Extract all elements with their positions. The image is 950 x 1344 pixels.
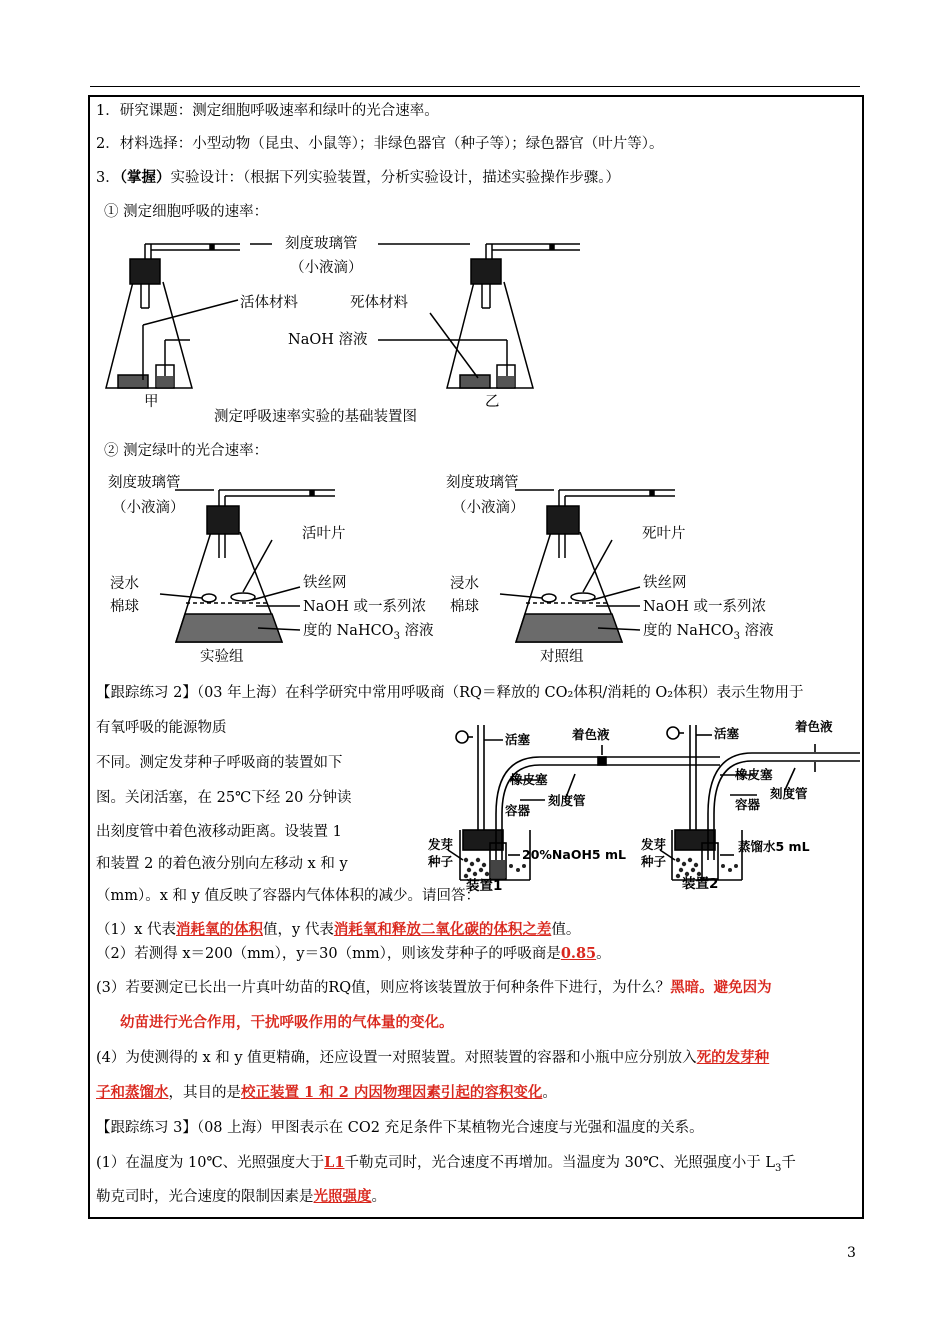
fig1-caption: 测定呼吸速率实验的基础装置图 (214, 409, 417, 425)
page-number: 3 (847, 1245, 856, 1261)
q2-heading: 【跟踪练习 2】（03 年上海）在科学研究中常用呼吸商（RQ＝释放的 CO₂体积/消耗的 O₂体积）表示生物用于 (96, 685, 804, 701)
line-photosynthesis-rate: ② 测定绿叶的光合速率： (104, 443, 269, 459)
fig2-dead-leaf: 死叶片 (642, 526, 686, 542)
q2-answer-3: (3）若要测定已长出一片真叶幼苗的RQ值，则应将该装置放于何种条件下进行，为什么？黑暗。避免因为 (96, 979, 772, 996)
fig3-seed-1b: 种子 (428, 854, 454, 869)
fig3-stopcock-1: 活塞 (505, 732, 531, 747)
fig3-scale-2: 刻度管 (770, 786, 808, 801)
fig3-device-2: 装置2 (682, 876, 719, 892)
fig2-tube-label-2: 刻度玻璃管 (446, 475, 519, 491)
fig2-soak-2a: 浸水 (450, 576, 479, 592)
q2-answer-1: （1）x 代表消耗氧的体积值，y 代表消耗氧和释放二氧化碳的体积之差值。 (96, 921, 581, 938)
fig3-rubber-1: 橡皮塞 (510, 772, 548, 787)
fig1-drop-label: （小液滴） (290, 260, 363, 276)
fig2-soak-1a: 浸水 (110, 576, 139, 592)
q2-answer-3-cont: 幼苗进行光合作用，干扰呼吸作用的气体量的变化。 (120, 1014, 454, 1031)
fig3-naoh: 20%NaOH5 mL (522, 847, 626, 862)
fig3-scale-1: 刻度管 (548, 793, 586, 808)
fig3-dye-2: 着色液 (795, 719, 833, 734)
fig2-soak-2b: 棉球 (450, 599, 479, 615)
q3-heading: 【跟踪练习 3】（08 上海）甲图表示在 CO2 充足条件下某植物光合速度与光强和温度的关系。 (96, 1120, 704, 1136)
fig2-drop-label-1: （小液滴） (112, 500, 185, 516)
fig3-seed-2a: 发芽 (641, 837, 667, 852)
q2-answer-2: （2）若测得 x＝200（mm），y＝30（mm），则该发芽种子的呼吸商是0.85。 (96, 945, 611, 962)
fig2-control-group: 对照组 (540, 649, 584, 665)
fig1-jia: 甲 (144, 394, 159, 410)
fig2-drop-label-2: （小液滴） (452, 500, 525, 516)
q2-para-5: 和装置 2 的着色液分别向左移动 x 和 y (96, 856, 348, 872)
fig2-solution-1b: 度的 NaHCO$_3$ 溶液 (303, 623, 434, 642)
q2-para-4: 出刻度管中着色液移动距离。设装置 1 (96, 824, 342, 840)
q2-para-1: 有氧呼吸的能源物质 (96, 720, 227, 736)
q2-para-2: 不同。测定发芽种子呼吸商的装置如下 (96, 755, 343, 771)
q3-answer-1: (1）在温度为 10℃、光照强度大于L1千勒克司时，光合速度不再增加。当温度为 30℃、光照强度小于 $L_3$千 (96, 1154, 796, 1174)
q2-answer-4-cont: 子和蒸馏水，其目的是校正装置 1 和 2 内因物理因素引起的容积变化。 (96, 1084, 557, 1101)
fig3-stopcock-2: 活塞 (714, 726, 740, 741)
fig1-tube-label: 刻度玻璃管 (285, 236, 358, 252)
fig2-live-leaf: 活叶片 (302, 526, 346, 542)
line-research-topic: 1．研究课题：测定细胞呼吸速率和绿叶的光合速率。 (96, 103, 439, 119)
fig3-seed-2b: 种子 (641, 854, 667, 869)
line-materials: 2．材料选择：小型动物（昆虫、小鼠等）；非绿色器官（种子等）；绿色器官（叶片等）。 (96, 136, 664, 152)
q2-answer-4: (4）为使测得的 x 和 y 值更精确，还应设置一对照装置。对照装置的容器和小瓶中应分别放入死的发芽种 (96, 1049, 770, 1066)
fig3-vessel-2: 容器 (735, 797, 761, 812)
line-respiration-rate: ① 测定细胞呼吸的速率： (104, 204, 269, 220)
fig2-solution-2b: 度的 NaHCO$_3$ 溶液 (643, 623, 774, 642)
fig3-seed-1a: 发芽 (428, 837, 454, 852)
line-design: 3．（掌握）实验设计：（根据下列实验装置，分析实验设计，描述实验操作步骤。） (96, 169, 620, 186)
fig3-device-1: 装置1 (466, 878, 503, 894)
fig3-rubber-2: 橡皮塞 (735, 767, 773, 782)
fig2-tube-label-1: 刻度玻璃管 (108, 475, 181, 491)
fig1-yi: 乙 (485, 394, 500, 410)
fig1-dead-material: 死体材料 (350, 295, 408, 311)
fig2-experimental-group: 实验组 (200, 649, 244, 665)
fig2-wire-2: 铁丝网 (643, 575, 687, 591)
q2-para-3: 图。关闭活塞，在 25℃下经 20 分钟读 (96, 790, 352, 806)
fig1-naoh-label: NaOH 溶液 (288, 332, 368, 348)
fig1-live-material: 活体材料 (240, 295, 298, 311)
fig3-vessel-1: 容器 (505, 803, 531, 818)
fig2-solution-2a: NaOH 或一系列浓 (643, 599, 766, 615)
q3-answer-1-cont: 勒克司时，光合速度的限制因素是光照强度。 (96, 1188, 386, 1205)
fig3-water: 蒸馏水5 mL (738, 839, 810, 854)
fig2-wire-1: 铁丝网 (303, 575, 347, 591)
q2-para-6: （mm）。x 和 y 值反映了容器内气体体积的减少。请回答： (96, 888, 480, 904)
fig3-dye-1: 着色液 (572, 727, 610, 742)
fig2-soak-1b: 棉球 (110, 599, 139, 615)
fig2-solution-1a: NaOH 或一系列浓 (303, 599, 426, 615)
